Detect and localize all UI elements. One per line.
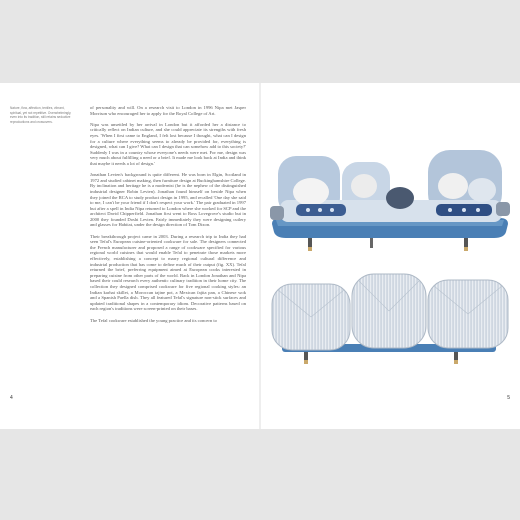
page-number-left: 4 — [10, 395, 13, 401]
sofa-back-photo — [268, 270, 514, 370]
book-spread — [0, 83, 520, 429]
paragraph: Jonathan Levien's background is quite different. He was born in Elgin, Scotland in 1972 and studied cabinet making, then furniture design at Buckinghamshire College. By inclination and heritage he is a modernist (he is the nephew of the distinguished industrial designer Robin Levien). Jonathan found himself on beside Nipa when they joined the RCA to study product design in 1995, and recalled 'One day she said to me, I can't be your friend if I don't respect your work.' The pair graduated in 1997 but after a spell in India Nipa returned to London where she worked for SCP and the architect David Chipperfield. Jonathan first went to Ross Lovegrove's studio but in 2000 they founded Doshi Levien. Fairly immediately they were designing cutlery and glasses for Habitat, under the design direction of Tom Dixon. — [90, 172, 246, 228]
page-number-right: 5 — [507, 395, 510, 401]
book-gutter — [259, 83, 261, 429]
image-caption: Nature, flow, affection, textiles, vibrant, spiritual, yet not repetitive. Overwhelmingly, even into its tradition, still retains seductive reproductions and crossovers. — [10, 106, 72, 124]
paragraph: of personality and will. On a research visit to London in 1996 Nipa met Jasper Morrison who encouraged her to apply for the Royal College of Art. — [90, 105, 246, 116]
body-text — [90, 105, 246, 329]
paragraph: The Tefal cookware established the young practice and its concern to — [90, 317, 217, 323]
paragraph: Nipa was unsettled by her arrival in London but it afforded her a distance to critically reflect on Indian culture, and she could appreciate its strengths with fresh eyes. 'When I first came to England, I felt lost because I thought, what can I design for a culture where everything seems to already be provided for, everything is designed, what can I give? What can I design that can somehow add to this society?' Suddenly I was in a country whose everyone's needs were met. For me, design was very much about fulfilling a need or a brief. It made me look back at India and think that maybe it needs a lot of design.' — [90, 121, 246, 166]
paragraph: Their breakthrough project came in 2003. During a research trip to India they had seen Tefal's European cuisine-oriented cookware for sale. The designers connected the French manufacturer and proposed a range of cookware specified for various regional world cuisines that would enable Tefal to penetrate those markets more effectively, establishing a concept to marry regional cultural difference and industrial production that has come to define much of their output (fig. XX). Tefal returned the brief, preferring equipment aimed at European cooks interested in preparing cuisine from other parts of the world. Back in London Jonathan and Nipa based their could research every authentic culinary tradition in their home city. The collection they designed comprised cookware for five regional cooking styles: an Indian karhai skillet, a Moroccan tajine pot, a Mexican fajita pan, a Chinese wok and a Spanish Paella dish. They all featured Tefal's signature non-stick surfaces and updated traditional shapes in a contemporary idiom. Decorative patterns based on each region's traditions were screen-printed on their bases. — [90, 233, 246, 312]
